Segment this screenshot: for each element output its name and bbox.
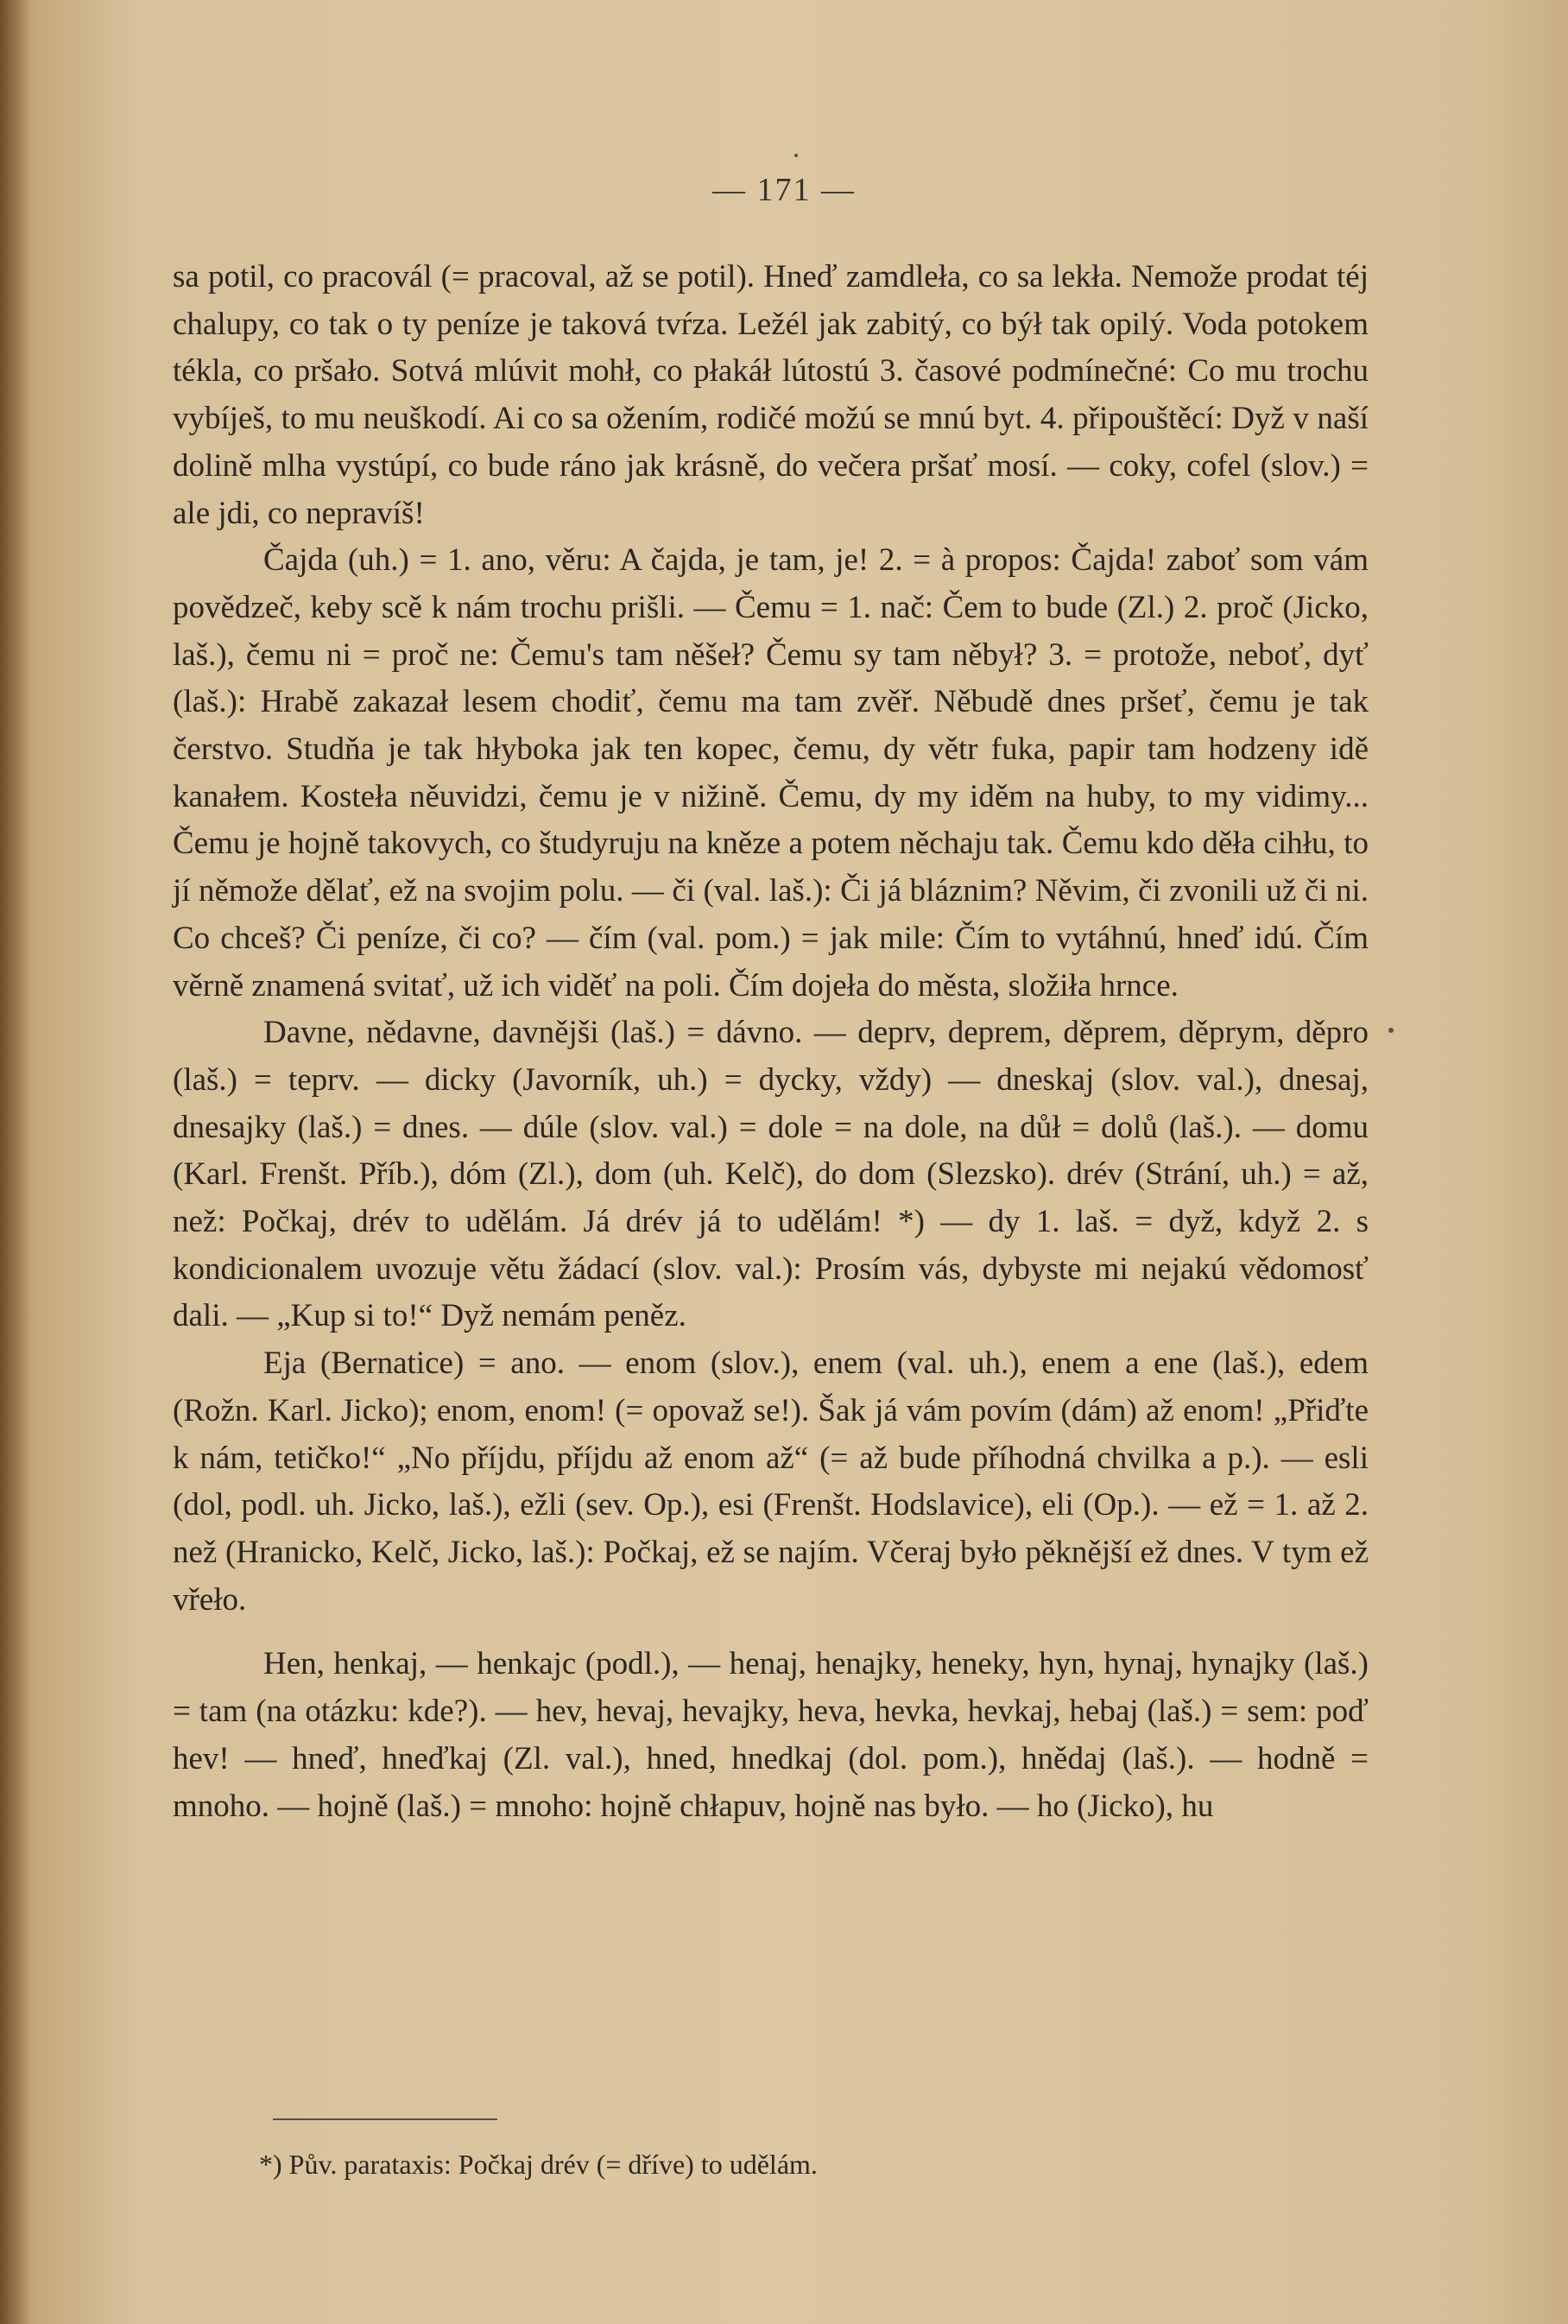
paragraph-5: Hen, henkaj, — henkajc (podl.), — henaj, henajky, heneky, hyn, hynaj, hynajky (laš.) = tam (na otázku: kde?). — hev, hevaj, hevajky, heva, hevka, hevkaj, hebaj (laš.) = sem: poď hev! — hneď, hneďkaj (Zl. val.), hned, hnedkaj (dol. pom.), hnědaj (laš.). — hodně = mnoho. — hojně (laš.) = mnoho: hojně chłapuv, hojně nas było. — ho (Jicko), hu [173,1646,1369,1824]
book-spine [0,0,33,2324]
footnote: *) Pův. parataxis: Počkaj drév (= dříve) to udělám. [259,2149,818,2180]
paragraph-3: Davne, nědavne, davnějši (laš.) = dávno. — deprv, deprem, děprem, děprym, děpro (laš.) = teprv. — dicky (Javorník, uh.) = dycky, vždy) — dneskaj (slov. val.), dnesaj, dnesajky (laš.) = dnes. — dúle (slov. val.) = dole = na dole, na důł = dolů (laš.). — domu (Karl. Frenšt. Příb.), dóm (Zl.), dom (uh. Kelč), do dom (Slezsko). drév (Strání, uh.) = až, než: Počkaj, drév to udělám. Já drév já to udělám! *) — dy 1. laš. = dyž, když 2. s kondicionalem uvozuje větu žádací (slov. val.): Prosím vás, dybyste mi nejakú vědomosť dali. — „Kup si to!“ Dyž nemám peněz. [173,1015,1369,1334]
paragraph-4: Eja (Bernatice) = ano. — enom (slov.), enem (val. uh.), enem a ene (laš.), edem (Rožn. Karl. Jicko); enom, enom! (= opovaž se!). Šak já vám povím (dám) až enom! „Přiďte k nám, tetičko!“ „No příjdu, příjdu až enom až“ (= až bude příhodná chvilka a p.). — esli (dol, podl. uh. Jicko, laš.), ežli (sev. Op.), esi (Frenšt. Hodslavice), eli (Op.). — ež = 1. až 2. než (Hranicko, Kelč, Jicko, laš.): Počkaj, ež se najím. Včeraj było pěknější ež dnes. V tym ež vřeło. [173,1346,1369,1618]
paper-speck [794,154,798,157]
paper-speck [1388,1028,1394,1033]
body-text [173,254,1369,1830]
page-number: — 171 — [712,172,856,208]
paragraph-2: Čajda (uh.) = 1. ano, věru: A čajda, je tam, je! 2. = à propos: Čajda! zaboť som vám povědzeč, keby scě k nám trochu prišli. — Čemu = 1. nač: Čem to bude (Zl.) 2. proč (Jicko, laš.), čemu ni = proč ne: Čemu's tam něšeł? Čemu sy tam něbył? 3. = protože, neboť, dyť (laš.): Hrabě zakazał lesem chodiť, čemu ma tam zvěř. Něbudě dnes pršeť, čemu je tak čerstvo. Studňa je tak hłyboka jak ten kopec, čemu, dy větr fuka, papir tam hodzeny idě kanałem. Kosteła něuvidzi, čemu je v nižině. Čemu, dy my iděm na huby, to my vidimy... Čemu je hojně takovych, co študyruju na kněze a potem něchaju tak. Čemu kdo děła cihłu, to jí němože dělať, ež na svojim polu. — či (val. laš.): Či já bláznim? Něvim, či zvonili už či ni. Co chceš? Či peníze, či co? — čím (val. pom.) = jak mile: Čím to vytáhnú, hneď idú. Čím věrně znamená svitať, už ich viděť na poli. Čím dojeła do města, složiła hrnce. [173,542,1369,1004]
footnote-separator [273,2118,497,2120]
paragraph-1: sa potil, co pracovál (= pracoval, až se potil). Hneď zamdleła, co sa lekła. Nemože prodat téj chalupy, co tak o ty peníze je taková tvŕza. Ležél jak zabitý, co býł tak opilý. Voda potokem tékla, co pršało. Sotvá mlúvit mohł, co płakáł lútostú 3. časové podmínečné: Co mu trochu vybíješ, to mu neuškodí. Ai co sa ožením, rodičé možú se mnú byt. 4. připouštěcí: Dyž v naší dolině mlha vystúpí, co bude ráno jak krásně, do večera pršať mosí. — coky, cofel (slov.) = ale jdi, co nepravíš! [173,259,1369,531]
